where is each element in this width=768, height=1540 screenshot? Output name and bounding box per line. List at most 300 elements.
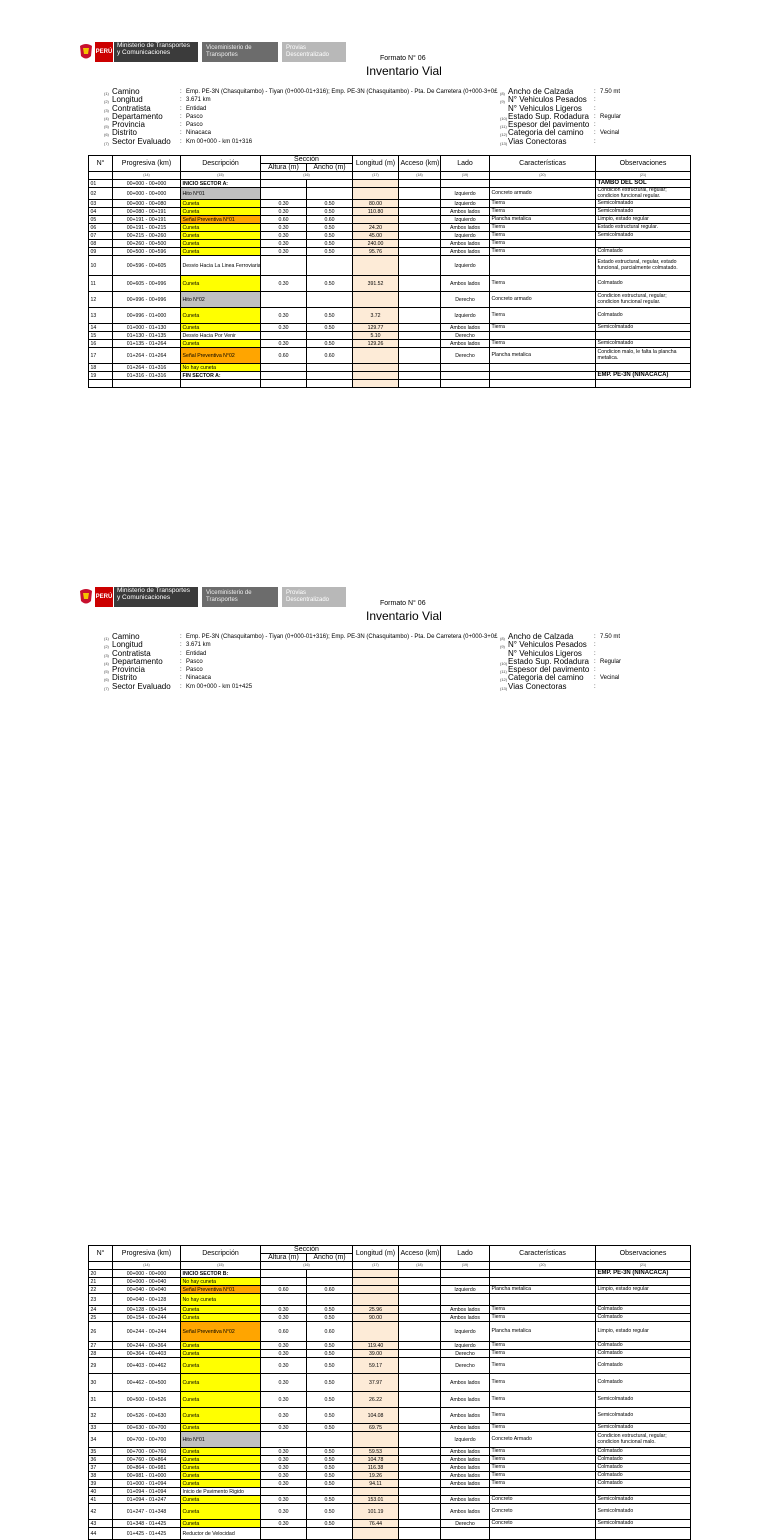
col-ancho: Ancho (m): [307, 164, 353, 172]
cell-longitud: 94.11: [353, 1480, 399, 1488]
cell-altura: 0.60: [261, 1322, 307, 1342]
cell-caracteristicas: Concreto armado: [490, 188, 596, 200]
table-row: [89, 372, 691, 380]
table-row: [89, 1448, 691, 1456]
page-title: Inventario Vial: [366, 609, 442, 623]
cell-ancho: 0.50: [307, 1306, 353, 1314]
cell-altura: [261, 188, 307, 200]
prog-dash: -: [144, 1436, 149, 1443]
prog-end: 00+630: [148, 1412, 167, 1419]
cell-ancho: [307, 1270, 353, 1278]
meta-label: Vias Conectoras: [508, 136, 567, 146]
cell-acceso: [399, 308, 441, 324]
table-row: [89, 324, 691, 332]
cell-ancho: 0.50: [307, 276, 353, 292]
prog-start: 00+700: [126, 1436, 145, 1443]
cell-ancho: 0.50: [307, 1408, 353, 1424]
cell-n: 40: [89, 1488, 113, 1496]
cell-descripcion: Cuneta: [181, 232, 261, 240]
table-row: [89, 1270, 691, 1278]
cell-lado: Ambos lados: [441, 1392, 490, 1408]
ministry-logo-bar: [78, 40, 378, 64]
cell-descripcion: Cuneta: [181, 1464, 261, 1472]
cell-caracteristicas: Tierra: [490, 1342, 596, 1350]
meta-colon: :: [180, 122, 182, 129]
meta-label: Estado Sup. Rodadura: [508, 656, 589, 666]
cell-ancho: 0.50: [307, 1424, 353, 1432]
cell-altura: 0.30: [261, 1314, 307, 1322]
prog-dash: -: [144, 1278, 149, 1285]
meta-label: Contratista: [112, 103, 151, 113]
col-code: (14): [113, 172, 181, 180]
meta-label: Espesor del pavimento: [508, 665, 590, 675]
col-lado: Lado: [441, 1246, 490, 1262]
cell-n: 25: [89, 1314, 113, 1322]
cell-observaciones: Semicolmatado: [596, 208, 691, 216]
cell-ancho: 0.50: [307, 1350, 353, 1358]
col-code: (19): [441, 172, 490, 180]
prog-end: 01+130: [148, 324, 167, 331]
cell-longitud: 24.20: [353, 224, 399, 232]
cell-altura: 0.30: [261, 340, 307, 348]
cell-lado: Izquierdo: [441, 232, 490, 240]
cell-longitud: 101.19: [353, 1504, 399, 1520]
cell-progresiva: [113, 248, 181, 256]
prog-end: 00+080: [148, 200, 167, 207]
cell-n: 15: [89, 332, 113, 340]
meta-number: (8): [500, 91, 505, 96]
table-row: [89, 1528, 691, 1540]
ministry-logo: Ministerio de Transportes y Comunicaciones: [114, 587, 198, 607]
prog-end: 01+264: [148, 340, 167, 347]
cell-descripcion: FIN SECTOR A:: [181, 372, 261, 380]
meta-row: [104, 88, 504, 96]
cell-lado: Ambos lados: [441, 1448, 490, 1456]
prog-end: 00+981: [148, 1464, 167, 1471]
cell-altura: 0.60: [261, 216, 307, 224]
cell-longitud: [353, 188, 399, 200]
cell-observaciones: Semicolmatado: [596, 1504, 691, 1520]
cell-progresiva: [113, 208, 181, 216]
cell-ancho: 0.50: [307, 232, 353, 240]
prog-end: 01+000: [148, 312, 167, 319]
cell-n: 36: [89, 1456, 113, 1464]
meta-label: Provincia: [112, 665, 145, 675]
cell-longitud: [353, 1432, 399, 1448]
cell-longitud: 104.78: [353, 1456, 399, 1464]
cell-ancho: 0.50: [307, 1448, 353, 1456]
cell-progresiva: [113, 1472, 181, 1480]
meta-label: Categoria del camino: [508, 673, 584, 683]
meta-label: Distrito: [112, 673, 137, 683]
meta-colon: :: [594, 650, 596, 657]
cell-longitud: 240.00: [353, 240, 399, 248]
meta-left: [104, 633, 504, 691]
table-row: [89, 256, 691, 276]
cell-altura: [261, 332, 307, 340]
cell-altura: [261, 364, 307, 372]
cell-altura: [261, 372, 307, 380]
cell-n: 20: [89, 1270, 113, 1278]
cell-longitud: [353, 292, 399, 308]
cell-lado: [441, 1528, 490, 1540]
cell-ancho: 0.50: [307, 1392, 353, 1408]
cell-longitud: [353, 380, 399, 388]
meta-value: Ninacaca: [186, 675, 212, 682]
cell-acceso: [399, 224, 441, 232]
meta-number: (1): [104, 91, 109, 96]
prog-dash: -: [144, 248, 149, 255]
cell-descripcion: [181, 380, 261, 388]
prog-start: 00+040: [126, 1286, 145, 1293]
prog-dash: -: [144, 224, 149, 231]
col-code: (20): [490, 172, 596, 180]
cell-ancho: 0.50: [307, 240, 353, 248]
cell-observaciones: Colmatado: [596, 276, 691, 292]
prog-end: 01+094: [148, 1488, 167, 1495]
cell-lado: Izquierdo: [441, 308, 490, 324]
cell-altura: [261, 1294, 307, 1306]
prog-end: 00+215: [148, 224, 167, 231]
cell-n: 03: [89, 200, 113, 208]
cell-lado: Derecho: [441, 1358, 490, 1374]
col-descripcion: Descripción: [181, 156, 261, 172]
cell-longitud: 153.01: [353, 1496, 399, 1504]
prog-end: 01+000: [148, 1472, 167, 1479]
cell-caracteristicas: Tierra: [490, 1472, 596, 1480]
cell-caracteristicas: Tierra: [490, 308, 596, 324]
cell-altura: 0.30: [261, 1408, 307, 1424]
meta-colon: :: [180, 138, 182, 145]
cell-ancho: [307, 1528, 353, 1540]
cell-ancho: 0.50: [307, 324, 353, 332]
prog-start: 00+403: [126, 1362, 145, 1369]
prog-end: 00+864: [148, 1456, 167, 1463]
cell-acceso: [399, 208, 441, 216]
cell-progresiva: [113, 1504, 181, 1520]
cell-longitud: 116.38: [353, 1464, 399, 1472]
col-caracteristicas: Características: [490, 1246, 596, 1262]
cell-lado: Ambos lados: [441, 248, 490, 256]
cell-observaciones: Colmatado: [596, 1350, 691, 1358]
cell-n: 34: [89, 1432, 113, 1448]
cell-lado: [441, 372, 490, 380]
cell-longitud: 129.26: [353, 340, 399, 348]
prog-dash: -: [144, 1448, 149, 1455]
meta-row: [104, 138, 504, 146]
cell-caracteristicas: Tierra: [490, 208, 596, 216]
cell-progresiva: [113, 1314, 181, 1322]
cell-lado: Ambos lados: [441, 208, 490, 216]
cell-longitud: [353, 180, 399, 188]
cell-ancho: [307, 292, 353, 308]
cell-n: 17: [89, 348, 113, 364]
prog-start: 00+040: [126, 1296, 145, 1303]
table-row: [89, 292, 691, 308]
cell-caracteristicas: Concreto armado: [490, 292, 596, 308]
cell-observaciones: TAMBO DEL SOL: [596, 180, 691, 188]
cell-progresiva: [113, 1392, 181, 1408]
prog-start: 01+130: [126, 332, 145, 339]
cell-longitud: 45.00: [353, 232, 399, 240]
cell-descripcion: Señal Preventiva N°02: [181, 1322, 261, 1342]
cell-ancho: 0.50: [307, 1456, 353, 1464]
prog-dash: -: [144, 332, 149, 339]
cell-altura: 0.30: [261, 1480, 307, 1488]
table-row: [89, 348, 691, 364]
meta-label: Provincia: [112, 120, 145, 130]
cell-lado: [441, 1278, 490, 1286]
cell-acceso: [399, 1504, 441, 1520]
meta-right: [500, 633, 690, 691]
cell-acceso: [399, 1408, 441, 1424]
col-observaciones: Observaciones: [596, 156, 691, 172]
cell-descripcion: Cuneta: [181, 1392, 261, 1408]
cell-progresiva: [113, 1456, 181, 1464]
cell-descripcion: Señal Preventiva N°01: [181, 216, 261, 224]
cell-caracteristicas: Tierra: [490, 1358, 596, 1374]
cell-lado: [441, 180, 490, 188]
table-row: [89, 208, 691, 216]
cell-observaciones: Colmatado: [596, 1480, 691, 1488]
prog-dash: -: [144, 1379, 149, 1386]
cell-longitud: 80.00: [353, 200, 399, 208]
cell-descripcion: Cuneta: [181, 324, 261, 332]
page-title: Inventario Vial: [366, 64, 442, 78]
meta-colon: :: [180, 113, 182, 120]
table-row: [89, 1350, 691, 1358]
cell-ancho: 0.50: [307, 1374, 353, 1392]
cell-descripcion: INICIO SECTOR A:: [181, 180, 261, 188]
cell-altura: [261, 1278, 307, 1286]
cell-n: 07: [89, 232, 113, 240]
cell-n: 05: [89, 216, 113, 224]
cell-lado: Ambos lados: [441, 1424, 490, 1432]
meta-label: Sector Evaluado: [112, 136, 171, 146]
cell-longitud: 26.22: [353, 1392, 399, 1408]
cell-n: 10: [89, 256, 113, 276]
prog-start: 00+760: [126, 1456, 145, 1463]
cell-n: 08: [89, 240, 113, 248]
prog-dash: -: [144, 1456, 149, 1463]
prog-end: 00+500: [148, 1379, 167, 1386]
meta-colon: :: [594, 642, 596, 649]
cell-progresiva: [113, 340, 181, 348]
cell-longitud: 19.26: [353, 1472, 399, 1480]
cell-n: 44: [89, 1528, 113, 1540]
meta-value: Pasco: [186, 113, 203, 120]
prog-dash: -: [144, 1520, 149, 1527]
table-row: [89, 1480, 691, 1488]
prog-end: 00+040: [148, 1286, 167, 1293]
col-longitud: Longitud (m): [353, 156, 399, 172]
table-row: [89, 1424, 691, 1432]
cell-observaciones: Colmatado: [596, 1358, 691, 1374]
cell-acceso: [399, 1488, 441, 1496]
meta-label: Longitud: [112, 95, 143, 105]
cell-longitud: 129.77: [353, 324, 399, 332]
cell-progresiva: [113, 1528, 181, 1540]
prog-dash: -: [144, 1314, 149, 1321]
prog-dash: -: [144, 1286, 149, 1293]
cell-observaciones: Limpio, estado regular: [596, 216, 691, 224]
cell-acceso: [399, 256, 441, 276]
cell-descripcion: Reductor de Velocidad: [181, 1528, 261, 1540]
cell-observaciones: Semicolmatado: [596, 1496, 691, 1504]
col-code: (18): [399, 172, 441, 180]
meta-label: Longitud: [112, 640, 143, 650]
prog-dash: -: [144, 364, 149, 371]
meta-colon: :: [594, 105, 596, 112]
prog-dash: -: [144, 340, 149, 347]
meta-label: Ancho de Calzada: [508, 632, 574, 641]
table-row: [89, 364, 691, 372]
cell-observaciones: EMP. PE-3N (NINACACA): [596, 1270, 691, 1278]
prog-dash: -: [144, 232, 149, 239]
cell-altura: 0.30: [261, 1342, 307, 1350]
cell-descripcion: Cuneta: [181, 1480, 261, 1488]
meta-colon: :: [180, 105, 182, 112]
cell-progresiva: [113, 372, 181, 380]
meta-colon: :: [594, 130, 596, 137]
cell-descripcion: Cuneta: [181, 1314, 261, 1322]
cell-altura: 0.30: [261, 308, 307, 324]
meta-value: 3.671 km: [186, 97, 211, 104]
cell-observaciones: Colmatado: [596, 1314, 691, 1322]
table-row: [89, 248, 691, 256]
cell-longitud: 25.96: [353, 1306, 399, 1314]
prog-end: 01+425: [148, 1520, 167, 1527]
col-code: (19): [441, 1262, 490, 1270]
col-code: [89, 172, 113, 180]
meta-colon: :: [180, 675, 182, 682]
cell-caracteristicas: [490, 256, 596, 276]
cell-progresiva: [113, 1322, 181, 1342]
cell-descripcion: Cuneta: [181, 224, 261, 232]
prog-start: 01+000: [126, 1480, 145, 1487]
cell-n: 14: [89, 324, 113, 332]
cell-n: 38: [89, 1472, 113, 1480]
cell-caracteristicas: [490, 364, 596, 372]
prog-start: 00+260: [126, 240, 145, 247]
cell-lado: Ambos lados: [441, 1480, 490, 1488]
cell-caracteristicas: [490, 1278, 596, 1286]
prog-dash: -: [144, 1342, 149, 1349]
meta-number: (2): [104, 99, 109, 105]
cell-observaciones: Condicion estructural, regular; condicion funcional regular.: [596, 188, 691, 200]
prog-start: 00+000: [126, 1270, 145, 1277]
meta-colon: :: [594, 113, 596, 120]
col-code: (16): [261, 172, 353, 180]
cell-n: 31: [89, 1392, 113, 1408]
cell-observaciones: Colmatado: [596, 1374, 691, 1392]
cell-descripcion: Cuneta: [181, 1496, 261, 1504]
cell-ancho: [307, 1432, 353, 1448]
cell-progresiva: [113, 292, 181, 308]
cell-altura: 0.30: [261, 1472, 307, 1480]
prog-dash: -: [144, 1424, 149, 1431]
cell-lado: Derecho: [441, 332, 490, 340]
inventory-table: [88, 1245, 691, 1540]
cell-caracteristicas: Tierra: [490, 1464, 596, 1472]
cell-caracteristicas: Tierra: [490, 1480, 596, 1488]
meta-number: (2): [104, 644, 109, 650]
meta-row: [500, 683, 690, 691]
cell-n: 12: [89, 292, 113, 308]
cell-altura: 0.30: [261, 1456, 307, 1464]
cell-longitud: 69.75: [353, 1424, 399, 1432]
col-n: N°: [89, 1246, 113, 1262]
cell-progresiva: [113, 216, 181, 224]
prog-end: 00+191: [148, 216, 167, 223]
prog-end: 00+760: [148, 1448, 167, 1455]
table-row: [89, 276, 691, 292]
meta-label: Ancho de Calzada: [508, 87, 574, 96]
cell-acceso: [399, 1456, 441, 1464]
prog-end: 01+094: [148, 1480, 167, 1487]
prog-end: 01+135: [148, 332, 167, 339]
meta-number: (8): [500, 636, 505, 641]
cell-progresiva: [113, 1286, 181, 1294]
cell-altura: [261, 1432, 307, 1448]
prog-start: 01+264: [126, 364, 145, 371]
prog-end: 00+364: [148, 1342, 167, 1349]
cell-lado: Ambos lados: [441, 1306, 490, 1314]
cell-progresiva: [113, 1496, 181, 1504]
cell-progresiva: [113, 332, 181, 340]
prog-end: 00+462: [148, 1362, 167, 1369]
cell-caracteristicas: Tierra: [490, 324, 596, 332]
cell-descripcion: Cuneta: [181, 1350, 261, 1358]
cell-acceso: [399, 332, 441, 340]
cell-caracteristicas: Tierra: [490, 240, 596, 248]
cell-ancho: 0.50: [307, 1464, 353, 1472]
cell-descripcion: INICIO SECTOR B:: [181, 1270, 261, 1278]
prog-end: 00+154: [148, 1306, 167, 1313]
cell-longitud: 104.08: [353, 1408, 399, 1424]
cell-acceso: [399, 1294, 441, 1306]
meta-label: Contratista: [112, 648, 151, 658]
meta-label: Departamento: [112, 111, 163, 121]
cell-n: 41: [89, 1496, 113, 1504]
cell-altura: 0.30: [261, 1306, 307, 1314]
cell-altura: 0.30: [261, 1504, 307, 1520]
col-altura: Altura (m): [261, 1254, 307, 1262]
cell-observaciones: Colmatado: [596, 308, 691, 324]
cell-acceso: [399, 1342, 441, 1350]
cell-progresiva: [113, 1464, 181, 1472]
prog-start: 00+700: [126, 1448, 145, 1455]
col-code: [89, 1262, 113, 1270]
table-row: [89, 188, 691, 200]
cell-n: 22: [89, 1286, 113, 1294]
cell-longitud: [353, 1322, 399, 1342]
cell-descripcion: Cuneta: [181, 1408, 261, 1424]
col-acceso: Acceso (km): [399, 1246, 441, 1262]
meta-colon: :: [180, 650, 182, 657]
cell-altura: 0.30: [261, 248, 307, 256]
meta-colon: :: [180, 634, 182, 640]
meta-colon: :: [180, 130, 182, 137]
meta-number: (7): [104, 140, 109, 146]
cell-ancho: 0.60: [307, 348, 353, 364]
table-row: [89, 1306, 691, 1314]
cell-lado: [441, 1488, 490, 1496]
meta-row: [104, 113, 504, 121]
table-row: [89, 1496, 691, 1504]
meta-left: [104, 88, 504, 146]
cell-descripcion: Hito N°02: [181, 292, 261, 308]
